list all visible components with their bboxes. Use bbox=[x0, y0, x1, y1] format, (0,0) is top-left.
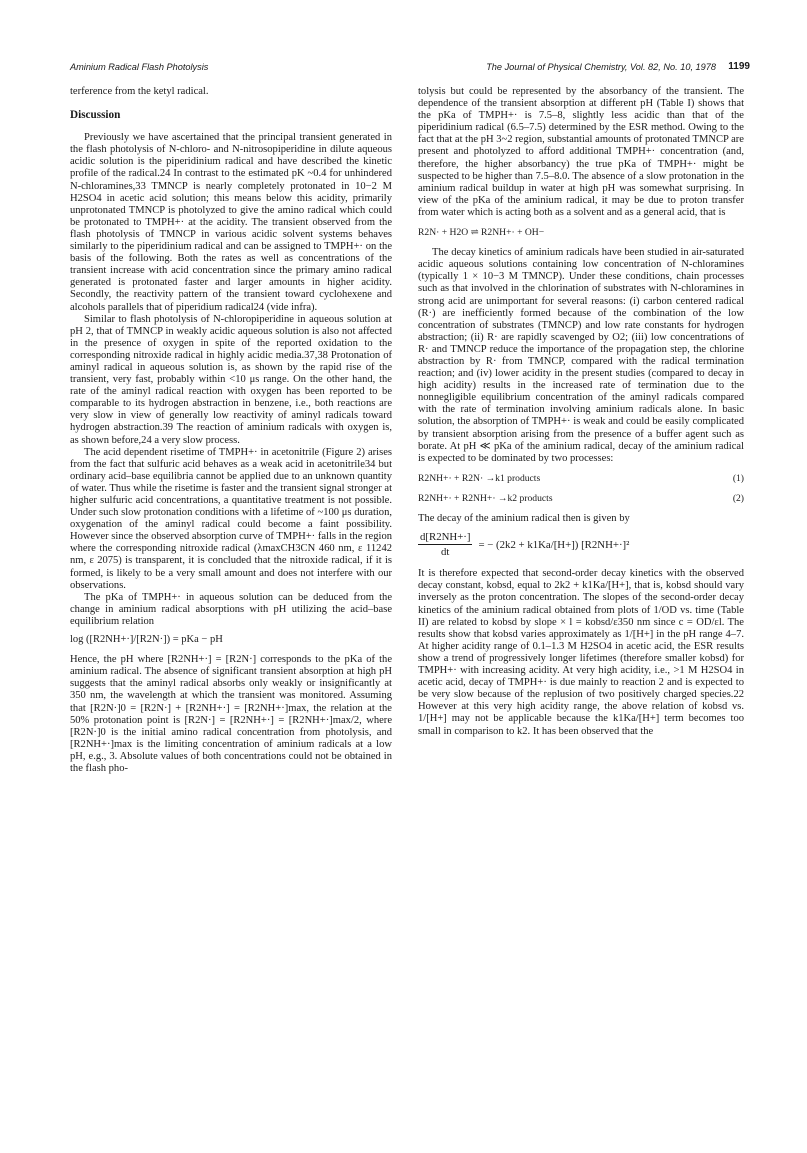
rate-rhs: = − (2k2 + k1Ka/[H+]) [R2NH+·]² bbox=[478, 538, 630, 551]
reaction-2-text: R2NH+· + R2NH+· →k2 products bbox=[418, 492, 553, 504]
paragraph: The decay of the aminium radical then is given by bbox=[418, 513, 630, 524]
page-number: 1199 bbox=[728, 61, 750, 72]
rate-equation bbox=[418, 531, 744, 558]
paragraph-continued: tolysis but could be represented by the absorbancy of the transient. The dependence of the transient absorption at different pH (Table I) shows that the pKa of TMPH+· is 7.5–8, slightly less acidic than that of the piperidinium radical (6.5–7.5) determined by the ESR method. Owing to the fact that at the pH 3~2 region, substantial amounts of protonated TMNCP are present and photolyzed to afford additional TMPH+· concentration (and, therefore, the higher absorbancy) the true pKa of TMPH+· might be suspected to be higher than 7.5–8.0. The absence of a slow protonation in the aminium radical buildup in water at high pH was somewhat surprising. In view of the pKa of the aminium radical, it may be due to proton transfer from water which is acting both as a solvent and as a general acid, that is bbox=[418, 86, 744, 218]
paragraph: The decay kinetics of aminium radicals have been studied in air-saturated acidic aqueous solutions containing low concentration of N-chloramines (typically 1 × 10−3 M TMNCP). Under these conditions, chain processes such as that involved in the chlorination of substrates with N-chloramines in strong acid are unimportant for several reasons: (i) carbon centered radical (R·) are inefficiently formed because of the combination of the low concentration of substrates (TMNCP) and low rate constants for hydrogen abstraction; (ii) R· are rapidly scavenged by O2; (iii) low concentrations of R· and TMNCP reduce the importance of the propagation step, the chlorine abstraction by R· from TMNCP, compared with the radical termination reaction; and (iv) lower acidity in the present studies (compared to decay in high acidity) results in the increased rate of termination due to the nonnegligible equilibrium concentration of the aminyl radicals compared with the rate of termination involving aminium radicals alone. In basic solution, the absorption of TMPH+· is weak and could be easily complicated by transient absorption arising from the presence of a buffer agent such as borate. At pH ≪ pKa of the aminium radical, decay of the aminium radical is expected to be dominated by two processes: bbox=[418, 247, 744, 464]
reaction-2-number: (2) bbox=[732, 492, 744, 504]
reaction-1-number: (1) bbox=[732, 472, 744, 484]
running-title: Aminium Radical Flash Photolysis bbox=[70, 62, 209, 72]
paragraph: Previously we have ascertained that the principal transient generated in the flash photolysis of N-chloro- and N-nitrosopiperidine in dilute aqueous acidic solution is the piperidinium radical and have described the kinetic profile of the radical.24 In contrast to the estimated pK ~0.4 for unhindered N-chloramines,33 TMNCP is nearly completely protonated in 10−2 M H2SO4 in acetic acid solution; this means below this acidity, primarily unprotonated TMNCP is photolyzed to give the amino radical which could be protonated to TMPH+· at the acidity. The transient observed from the flash photolysis of TMNCP in various acidic solvent systems behaves similarly to the piperidinium radical and can be assigned to TMPH+· on the basis of the following. Both the rates as well as concentrations of the transient increase with acid concentration since the primary amino radical generated is protonated faster and larger amounts in higher acidity. Secondly, the reactivity pattern of the transient toward cyclohexene and alcohols parallels that of piperidium radical24 (vide infra). bbox=[70, 132, 392, 313]
equilibrium-equation: log ([R2NH+·]/[R2N·]) = pKa − pH bbox=[70, 634, 223, 646]
paragraph-continued: terference from the ketyl radical. bbox=[70, 86, 209, 97]
protonation-equation: R2N· + H2O ⇌ R2NH+· + OH− bbox=[418, 227, 545, 239]
paragraph: It is therefore expected that second-order decay kinetics with the observed decay constant, kobsd, equal to 2k2 + k1Ka/[H+], that is, kobsd should vary inversely as the proton concentration. The slopes of the second-order decay kinetics of the aminium radical obtained from plots of 1/OD vs. time (Table II) are related to kobsd by slope × l = kobsd/ε350 nm since c = OD/εl. The results show that kobsd varies approximately as 1/[H+] in the pH range 4–7. At higher acidity range of 0.1–1.3 M H2SO4 in acetic acid, the ESR results show a trend of progressively longer lifetimes (therefore smaller kobsd) for TMPH+· with increasing acidity. At very high acidity, i.e., >1 M H2SO4 in acetic acid, decay of TMPH+· is due mainly to reaction 2 and is expected to be very slow because of the replusion of two positively charged species.22 However at this very high acidity range, the above relation of kobsd vs. 1/[H+] may not be applicable because the k1Ka/[H+] term becomes too small in comparison to k2. It has been observed that the bbox=[418, 568, 744, 737]
paragraph: The pKa of TMPH+· in aqueous solution can be deduced from the change in aminium radical absorptions with pH utilizing the acid–base equilibrium relation bbox=[70, 591, 392, 627]
running-header bbox=[70, 62, 750, 78]
journal-citation: The Journal of Physical Chemistry, Vol. 82, No. 10, 1978 bbox=[486, 62, 716, 72]
right-column bbox=[418, 86, 744, 738]
reaction-1 bbox=[418, 473, 744, 485]
paragraph: Hence, the pH where [R2NH+·] = [R2N·] corresponds to the pKa of the aminium radical. The absence of significant transient absorption at high pH suggests that the aminyl radical absorbs only weakly or insignificantly at 350 nm, the wavelength at which the transient was monitored. Assuming that [R2N·]0 = [R2N·] + [R2NH+·] = [R2NH+·]max, the relation at the 50% protonation point is [R2N·] = [R2NH+·] = [R2NH+·]max/2, where [R2N·]0 is the initial amino radical concentration from photolysis, and [R2NH+·]max is the limiting concentration of aminium radicals at a low pH, e.g., 3. Absolute values of both concentrations could not be obtained in the flash pho- bbox=[70, 654, 392, 774]
rate-numerator: d[R2NH+·] bbox=[418, 531, 472, 545]
left-column bbox=[70, 86, 392, 775]
rate-fraction bbox=[418, 531, 472, 558]
paragraph: The acid dependent risetime of TMPH+· in acetonitrile (Figure 2) arises from the fact that sulfuric acid behaves as a weak acid in acetonitrile34 but ordinary acid–base equilibria cannot be applied due to an unknown quantity of water. Thus while the risetime is faster and the transient signal stronger at higher sulfuric acid concentrations, a quantitative treatment is not possible. Under such slow protonation conditions with a lifetime of ~100 μs duration, oxygenation of the aminyl radical could become a faint possibility. However since the observed absorption curve of TMPH+· falls in the region where the corresponding nitroxide radical (λmaxCH3CN 460 nm, ε 11242 nm, ε 2075) is transparent, it is concluded that the nitroxide radical, if it is formed, is likely to be a very small amount and does not interfere with our observations. bbox=[70, 446, 392, 591]
paragraph: Similar to flash photolysis of N-chloropiperidine in aqueous solution at pH 2, that of TMNCP in weakly acidic aqueous solution is also not affected in the presence of oxygen in spite of the reported oxidation to the corresponding nitroxide radical in highly acidic media.37,38 Protonation of aminyl radical in aqueous solution is, as shown by the rapid rise of the transient, very fast, probably within <10 μs range. On the other hand, the rate of the aminyl radical reaction with oxygen has been reported to be comparable to its hydrogen abstraction in benzene, i.e., both reactions are very slow in view of generally low reactivity of aminyl radicals toward hydrogen abstraction.39 The reaction of aminium radicals with oxygen is, as shown before,24 a very slow process. bbox=[70, 313, 392, 446]
reaction-2 bbox=[418, 493, 744, 505]
rate-denominator: dt bbox=[441, 546, 450, 559]
section-heading: Discussion bbox=[70, 109, 121, 122]
reaction-1-text: R2NH+· + R2N· →k1 products bbox=[418, 472, 541, 484]
